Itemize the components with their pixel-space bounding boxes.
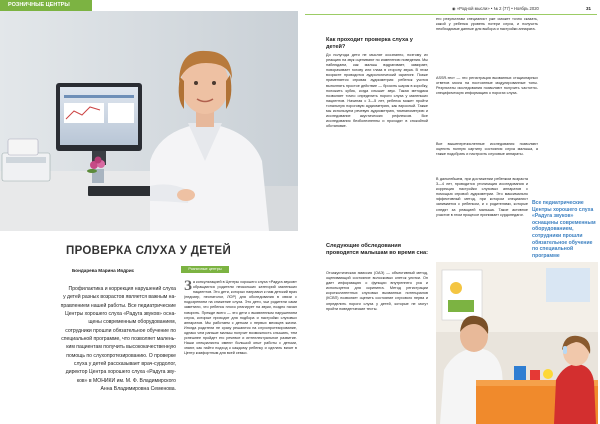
body-column-3c xyxy=(436,142,538,157)
body-text: его результатам специалист уже сможет точно сказать, какой у ребенка уровень потери слуха, и получить необходимые данные для выбора и настройки аппарата. xyxy=(436,17,538,32)
body-text: ASSR-тест — это регистрация вызванных стационарных ответов мозга на постоянные модулированные тоны. Результаты исследования позволяют получить частотно-специфическую информацию о порогах слуха. xyxy=(436,76,538,96)
body-text: В дальнейшем, при достижении ребенком возраста 3—4 лет, проводится утилизация исследования и коррекция настройки слуховых аппаратов с помощью игровой аудиометрии. Это максимально эффективный метод, при котором специалист занимается с ребенком, и с родителями, которые следят за реакцией малыша. Такое активное участие в этом процессе принимает сурдопедагог. xyxy=(436,177,528,217)
body-text: До полугода дети не мыслят осознанно, поэтому их реакцию на звук оценивают по изменению поведения. Мы наблюдаем, как малыш вздрагивает, замирает, поворачивает голову или глаза в сторону звука. В этом возрасте проводится аудиологический скрининг. Позже применяется игровая аудиометрия: ребенок учится выполнять простое действие — бросить шарик в коробку, положить кубик, когда слышит звук. Такая методика позволяет точно определить пороги слуха у маленьких пациентов. Начиная с 3—5 лет, ребенок может пройти тональную пороговую аудиометрию, как взрослый. Также мы используем речевую аудиометрию, тимпанометрию и исследование акустических рефлексов. Все исследования безболезненны и проходят в спокойной обстановке. xyxy=(326,53,428,129)
lead-line: помощь по слухопротезированию. О проверке xyxy=(66,352,176,359)
pull-quote: Все педиатрические Центры хорошего слуха «Радуга звуков» оснащены современным оборудованием, сотрудники прошли обязательное обучение по специальной программе xyxy=(532,200,596,259)
body-text: Отоакустическая эмиссия (ОАЭ) — объективный метод, оценивающий состояние волосковых клеток улитки. Он дает информацию о функции внутреннего уха и используется для скрининга. Метод регистрации коротколатентных слуховых вызванных потенциалов (КСВП) позволяет оценить состояние слухового нерва и определить пороги слуха у детей, которые не могут пройти поведенческие тесты. xyxy=(326,271,428,311)
lead-line: Профилактика и коррекция нарушений слуха xyxy=(68,286,176,292)
article-lead xyxy=(10,285,176,393)
lead-line: ким пациентам получить высококачественную xyxy=(66,344,176,351)
header-divider xyxy=(305,14,597,15)
section-tab: РОЗНИЧНЫЕ ЦЕНТРЫ xyxy=(0,0,92,11)
lead-line: сотрудники прошли обязательное обучение по xyxy=(65,327,176,334)
body-column-3 xyxy=(436,17,538,32)
rubric-badge: Розничные центры xyxy=(181,266,229,273)
body-column-1 xyxy=(184,280,297,356)
lead-line: директор Центра хорошего слуха «Радуга зву- xyxy=(65,369,176,376)
body-column-2b xyxy=(326,271,428,312)
child-photo xyxy=(436,262,598,424)
body-text: Все вышеперечисленные исследования позволяют оценить полную картину состояния слуха малыша, а также подобрать и настроить слуховые аппараты. xyxy=(436,142,538,157)
body-column-2 xyxy=(326,53,428,129)
lead-line: Анна Владимировна Семенова. xyxy=(100,386,176,393)
subheading-1: Как проходит проверка слуха у детей? xyxy=(326,37,413,50)
lead-line: у детей разных возрастов является важным на- xyxy=(63,294,176,301)
body-column-3d xyxy=(436,177,528,218)
subheading-2: Следующие обследования проводятся малышам во время сна: xyxy=(326,243,428,256)
lead-line: специальной программе, что позволяет малень- xyxy=(61,336,176,343)
doctor-photo xyxy=(0,11,298,231)
drop-cap: З xyxy=(184,278,192,294)
journal-header: ◉ «Родной мысли» • № 2 (77) • Ноябрь 2020 xyxy=(452,6,539,11)
body-text: а консультацией в Центры хорошего слуха «Радуга звуков» обращаются родители нескольких категорий маленьких пациентов. Это дети, которых направил к нам детский врач (педиатр, неонатолог, ЛОР) для обследования в связи с подозрением на снижение слуха. Это дети, чьи родители сами заметили, что ребенок плохо реагирует на звуки, поздно начал говорить. Прежде всего — это дети с выявленным нарушением слуха, которые приходят для подбора и настройки слуховых аппаратов. Мы работаем с детьми с первых месяцев жизни. Иногда родители не сразу решаются на слухопротезирование, однако чем раньше малыш получит возможность слышать, тем успешнее пройдет его речевое и интеллектуальное развитие. Наши специалисты имеют большой опыт работы с детьми, знают, как найти подход к каждому ребенку и сделать визит в Центр комфортным для всей семьи. xyxy=(184,280,298,356)
body-column-3b xyxy=(436,76,538,96)
article-title: ПРОВЕРКА СЛУХА У ДЕТЕЙ xyxy=(66,245,232,257)
page-number: 31 xyxy=(586,6,592,11)
lead-line: Центры хорошего слуха «Радуга звуков» осна- xyxy=(64,311,176,318)
lead-line: слуха у детей рассказывает врач-сурдолог, xyxy=(73,361,176,368)
lead-line: ков» в МОНИКИ им. М. Ф. Владимирского xyxy=(76,377,176,384)
lead-line: щены современным оборудованием, xyxy=(88,319,176,326)
author-byline: Бондарева Марина Ивдрис xyxy=(72,268,135,273)
lead-line: правлением нашей работы. Все педиатрические xyxy=(60,302,176,309)
